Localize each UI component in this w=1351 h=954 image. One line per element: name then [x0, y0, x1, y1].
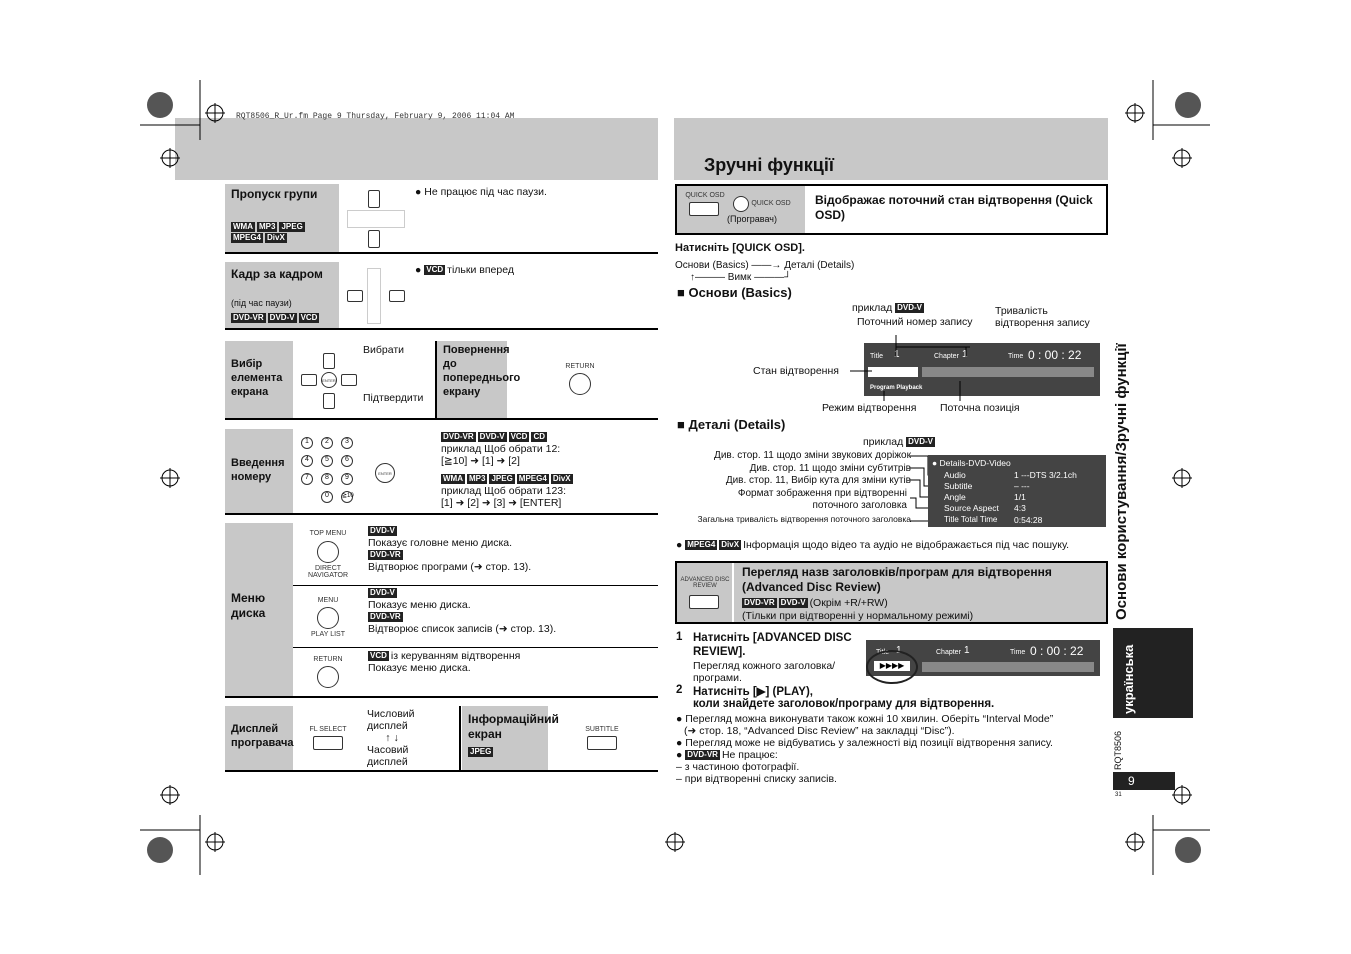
frame-forward-button[interactable] — [389, 290, 405, 302]
frame-note: ● VCD тільки вперед — [415, 264, 514, 276]
page-title: Зручні функції — [704, 155, 834, 175]
frame-row — [225, 262, 658, 330]
select-item-label: Вибір елемента екрана — [231, 358, 283, 398]
skip-group-label: Пропуск групи — [231, 187, 318, 201]
key-5[interactable]: 5 — [321, 455, 333, 467]
key-2[interactable]: 2 — [321, 437, 333, 449]
number-row — [225, 429, 658, 515]
player-display-label: Дисплей програвача — [231, 723, 294, 749]
basics-example: приклад DVD-V — [852, 302, 923, 314]
return-button[interactable] — [569, 373, 591, 395]
menu-return-button[interactable] — [317, 666, 339, 688]
disc-menu-row: Меню диска TOP MENU DIRECT NAVIGATOR DVD-V Показує головне меню диска. DVD-VR Відтворює програми (➜ стор. 13). MENU PLAY LIST DVD-V Показує меню диска. DVD-VR Відтворює список записів (➜ стор. 13). RETURN VCD із керуванням відтворення Показує меню диска. — [225, 523, 658, 698]
return-key-label: RETURN — [565, 363, 595, 370]
key-3[interactable]: 3 — [341, 437, 353, 449]
key-9[interactable]: 9 — [341, 473, 353, 485]
skip-group-badges: WMA MP3 JPEG MPEG4 DivX — [233, 222, 303, 243]
doc-code: RQT8506 — [1113, 730, 1123, 770]
enter-button[interactable]: ENTER — [321, 372, 337, 388]
step2: Натисніть [▶] (PLAY), — [693, 686, 814, 698]
disc-menu-label: Меню диска — [231, 591, 266, 620]
adr-title: Перегляд назв заголовків/програм для відтворення (Advanced Disc Review) — [742, 565, 1052, 594]
skip-group-row — [225, 184, 658, 254]
side-title: Основи користування/Зручні функції — [1113, 343, 1130, 620]
display-row: Дисплей програвача FL SELECT Числовий дисплей ↑ ↓ Часовий дисплей Інформаційний екран JPEG SUBTITLE — [225, 706, 658, 772]
basics-leaders — [840, 325, 1040, 405]
subtitle-button[interactable] — [587, 736, 617, 750]
quick-osd-box: QUICK OSD QUICK OSD (Програвач) Відображає поточний стан відтворення (Quick OSD) — [675, 184, 1108, 235]
key-0[interactable]: 0 — [321, 491, 333, 503]
adr-box: ADVANCED DISC REVIEW Перегляд назв заголовків/програм для відтворення (Advanced Disc Review) DVD-VR DVD-V (Окрім +R/+RW) (Тільки при відтворенні у нормальному режимі) — [675, 561, 1108, 624]
return-desc: VCD із керуванням відтворення Показує меню диска. — [368, 650, 521, 674]
skip-up-button[interactable] — [368, 190, 380, 208]
key-4[interactable]: 4 — [301, 455, 313, 467]
number-enter-button[interactable]: ENTER — [375, 463, 395, 483]
number-keypad — [301, 437, 361, 509]
info-screen-label: Інформаційний екран — [468, 712, 559, 741]
menu-button[interactable] — [317, 607, 339, 629]
language-tab: українська — [1113, 628, 1193, 718]
confirm-label: Підтвердити — [363, 392, 424, 404]
step1: Натисніть [ADVANCED DISC REVIEW]. — [693, 632, 852, 658]
top-menu-desc: DVD-V Показує головне меню диска. DVD-VR Відтворює програми (➜ стор. 13). — [368, 526, 532, 573]
basics-osd: Title 1 Chapter 1 Time 0 : 00 : 22 Program Playback — [864, 343, 1100, 396]
select-item-row — [225, 341, 658, 420]
quick-osd-player-button[interactable] — [733, 196, 749, 212]
nav-right-button[interactable] — [341, 374, 357, 386]
top-menu-button[interactable] — [317, 541, 339, 563]
number-label: Введення номеру — [231, 457, 285, 483]
adr-bullets: ● Перегляд можна виконувати також кожні 10 хвилин. Оберіть “Interval Mode” (➜ стор. 18, “Advanced Disc Review” на закладці “Disc”). ● Перегляд може не відбуватись у залежності від позиції відтворення запису. ● DVD-VR Не працює: – з частиною фотографії. – при відтворенні списку записів. — [676, 713, 1054, 785]
key-10-plus[interactable]: ≧10 — [341, 491, 353, 503]
nav-down-button[interactable] — [323, 393, 335, 409]
quick-osd-title: Відображає поточний стан відтворення (Quick OSD) — [815, 193, 1093, 222]
details-heading: ■ Деталі (Details) — [677, 417, 786, 432]
key-7[interactable]: 7 — [301, 473, 313, 485]
file-header: RQT8506_R_Ur.fm Page 9 Thursday, February 9, 2006 11:04 AM — [236, 112, 515, 121]
skip-group-note: ● Не працює під час паузи. — [415, 186, 547, 198]
details-example: приклад DVD-V — [863, 436, 934, 448]
display-desc: Числовий дисплей ↑ ↓ Часовий дисплей — [367, 708, 415, 768]
nav-up-button[interactable] — [323, 353, 335, 369]
frame-sublabel: (під час паузи) — [231, 298, 292, 308]
press-quick-osd: Натисніть [QUICK OSD]. — [675, 242, 805, 254]
basics-heading: ■ Основи (Basics) — [677, 285, 792, 300]
quick-osd-remote-button[interactable] — [689, 202, 719, 216]
frame-badges: DVD-VR DVD-V VCD — [233, 313, 318, 323]
small-page-num: 31 — [1115, 792, 1122, 798]
adr-highlight — [866, 650, 918, 684]
page-number: 9 — [1113, 772, 1175, 790]
adr-osd: Title 1 Chapter 1 Time 0 : 00 : 22 ▶▶▶▶ — [866, 640, 1100, 676]
frame-back-button[interactable] — [347, 290, 363, 302]
nav-left-button[interactable] — [301, 374, 317, 386]
choose-label: Вибрати — [363, 344, 405, 356]
details-osd: ● Details-DVD-Video Audio 1 ---DTS 3/2.1ch Subtitle – --- Angle 1/1 Source Aspect 4:3 Title Total Time 0:54:28 — [928, 455, 1106, 527]
mpeg-note: ● MPEG4 DivX Інформація щодо відео та аудіо не відображається під час пошуку. — [676, 539, 1070, 551]
menu-desc: DVD-V Показує меню диска. DVD-VR Відтворює список записів (➜ стор. 13). — [368, 588, 557, 635]
cycle-diagram: Основи (Basics) ——→ Деталі (Details) — [675, 260, 855, 271]
skip-down-button[interactable] — [368, 230, 380, 248]
number-examples: DVD-VR DVD-V VCD CD приклад Щоб обрати 12: [≧10] ➜ [1] ➜ [2] WMA MP3 JPEG MPEG4 DivX приклад Щоб обрати 123: [1] ➜ [2] ➜ [3] ➜ [ENTER] — [441, 432, 571, 509]
fl-select-button[interactable] — [313, 736, 343, 750]
details-notes: Див. стор. 11 щодо зміни звукових доріжок Див. стор. 11 щодо зміни субтитрів Див. стор. 11, Вибір кута для зміни кутів Формат зображення при відтворенні поточного заголовка Загальна тривалість відтворення поточного заголовка — [697, 450, 911, 524]
cycle-off: ↑——— Вимк ———┘ — [690, 272, 792, 283]
adr-button[interactable] — [689, 595, 719, 609]
key-6[interactable]: 6 — [341, 455, 353, 467]
key-1[interactable]: 1 — [301, 437, 313, 449]
return-prev-label: Повернення до попереднього екрану — [443, 344, 521, 398]
frame-label: Кадр за кадром — [231, 267, 323, 281]
skip-keypad — [347, 188, 405, 250]
key-8[interactable]: 8 — [321, 473, 333, 485]
